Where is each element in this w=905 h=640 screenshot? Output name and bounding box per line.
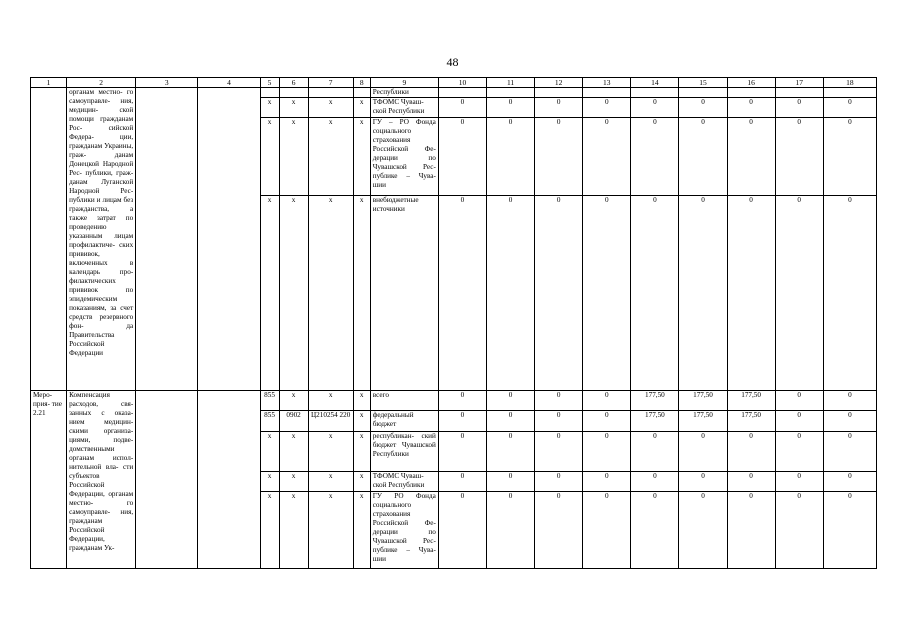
column-header: 17	[775, 78, 823, 88]
value-cell: 0	[823, 118, 876, 196]
grbs-code-cell: 855	[260, 391, 279, 411]
section-code-cell: x	[279, 98, 308, 118]
column-header: 1	[31, 78, 67, 88]
section-code-cell: x	[279, 492, 308, 569]
value-cell: 0	[535, 432, 583, 472]
value-cell: 0	[775, 118, 823, 196]
value-cell: 0	[535, 98, 583, 118]
funding-source-cell: ГУ РО Фонда социального страхования Российской Фе- дерации по Чувашской Рес- публике – Чува- шии	[370, 492, 438, 569]
target-article-cell: Ц210254 220	[308, 411, 353, 432]
grbs-code-cell: x	[260, 98, 279, 118]
value-cell: 0	[438, 391, 486, 411]
expense-type-cell: x	[353, 196, 370, 391]
value-cell: 0	[727, 472, 775, 492]
funding-source-cell: республикан- ский бюджет Чувашской Республики	[370, 432, 438, 472]
value-cell: 0	[438, 98, 486, 118]
value-cell: 0	[823, 391, 876, 411]
value-cell: 0	[727, 118, 775, 196]
value-cell: 0	[631, 432, 679, 472]
expense-type-cell: x	[353, 492, 370, 569]
grbs-code-cell: x	[260, 472, 279, 492]
value-cell	[775, 88, 823, 98]
activity-description-cell: Компенсация расходов, свя- занных с оказа- нием медицин- скими организа- циями, подве- домственными органам испол- нительной вла- сти субъектов Российской Федерации, органам местно- го самоуправле- ния, гражданам Российской Федерации, гражданам Ук-	[67, 391, 136, 569]
value-cell: 0	[535, 118, 583, 196]
section-code-cell: x	[279, 196, 308, 391]
program-funding-table	[30, 77, 877, 569]
expense-type-cell: x	[353, 118, 370, 196]
activity-number-cell	[31, 88, 67, 391]
funding-source-cell: ТФОМС Чуваш- ской Республики	[370, 472, 438, 492]
target-indicator-cell	[198, 88, 260, 391]
value-cell: 0	[583, 472, 631, 492]
responsible-cell	[136, 88, 198, 391]
grbs-code-cell: x	[260, 118, 279, 196]
column-header: 16	[727, 78, 775, 88]
value-cell: 0	[631, 118, 679, 196]
header-row	[31, 78, 877, 88]
section-code-cell: x	[279, 472, 308, 492]
funding-source-cell: Республики	[370, 88, 438, 98]
value-cell: 0	[535, 472, 583, 492]
value-cell: 0	[487, 492, 535, 569]
activity-number-cell: Меро- прия- тие 2.21	[31, 391, 67, 569]
value-cell	[631, 88, 679, 98]
value-cell: 0	[679, 98, 727, 118]
value-cell: 0	[438, 118, 486, 196]
value-cell: 0	[487, 118, 535, 196]
value-cell: 0	[775, 411, 823, 432]
column-header: 14	[631, 78, 679, 88]
value-cell: 0	[487, 196, 535, 391]
funding-source-cell: всего	[370, 391, 438, 411]
value-cell	[583, 88, 631, 98]
value-cell: 0	[487, 432, 535, 472]
target-article-cell: x	[308, 492, 353, 569]
value-cell: 0	[727, 196, 775, 391]
value-cell: 0	[438, 196, 486, 391]
expense-type-cell: x	[353, 411, 370, 432]
column-header: 2	[67, 78, 136, 88]
value-cell	[535, 88, 583, 98]
value-cell	[727, 88, 775, 98]
value-cell: 0	[823, 432, 876, 472]
value-cell: 0	[727, 492, 775, 569]
target-article-cell	[308, 88, 353, 98]
target-article-cell: x	[308, 391, 353, 411]
column-header: 11	[487, 78, 535, 88]
value-cell: 0	[823, 411, 876, 432]
funding-source-cell: федеральный бюджет	[370, 411, 438, 432]
column-header: 15	[679, 78, 727, 88]
section-code-cell: x	[279, 432, 308, 472]
expense-type-cell: x	[353, 391, 370, 411]
target-article-cell: x	[308, 472, 353, 492]
value-cell: 0	[679, 472, 727, 492]
value-cell: 0	[487, 472, 535, 492]
value-cell: 0	[775, 472, 823, 492]
value-cell: 177,50	[727, 391, 775, 411]
expense-type-cell	[353, 88, 370, 98]
value-cell: 0	[631, 196, 679, 391]
value-cell: 0	[438, 472, 486, 492]
section-code-cell: x	[279, 118, 308, 196]
funding-source-cell: ТФОМС Чуваш- ской Республики	[370, 98, 438, 118]
grbs-code-cell: x	[260, 432, 279, 472]
page-number: 48	[446, 55, 459, 69]
value-cell: 177,50	[631, 391, 679, 411]
value-cell: 0	[727, 98, 775, 118]
grbs-code-cell: x	[260, 492, 279, 569]
value-cell: 0	[679, 432, 727, 472]
column-header: 18	[823, 78, 876, 88]
column-header: 5	[260, 78, 279, 88]
value-cell: 0	[487, 411, 535, 432]
grbs-code-cell	[260, 88, 279, 98]
value-cell: 0	[535, 196, 583, 391]
value-cell: 0	[583, 391, 631, 411]
column-header: 7	[308, 78, 353, 88]
target-article-cell: x	[308, 118, 353, 196]
column-header: 9	[370, 78, 438, 88]
value-cell: 0	[727, 432, 775, 472]
value-cell: 0	[535, 492, 583, 569]
value-cell: 0	[583, 98, 631, 118]
expense-type-cell: x	[353, 432, 370, 472]
column-header: 12	[535, 78, 583, 88]
section-code-cell	[279, 88, 308, 98]
funding-source-cell: внебюджетные источники	[370, 196, 438, 391]
grbs-code-cell: 855	[260, 411, 279, 432]
value-cell	[487, 88, 535, 98]
activity-description-cell: органам местно- го самоуправле- ния, медицин- ской помощи гражданам Рос- сийской Федера- ции, гражданам Украины, граж- данам Донецкой Народной Рес- публики, граж- данам Луганской Народной Рес- публики и лицам без гражданства, а также затрат по проведению указанным лицам профилактиче- ских прививок, включенных в календарь про- филактических прививок по эпидемическим показаниям, за счет средств резервного фон- да Правительства Российской Федерации	[67, 88, 136, 391]
value-cell	[823, 88, 876, 98]
table-row	[31, 391, 877, 411]
value-cell: 0	[823, 98, 876, 118]
value-cell: 0	[487, 98, 535, 118]
column-header: 8	[353, 78, 370, 88]
value-cell: 0	[775, 391, 823, 411]
value-cell	[679, 88, 727, 98]
value-cell: 0	[631, 98, 679, 118]
target-article-cell: x	[308, 196, 353, 391]
value-cell: 0	[775, 196, 823, 391]
value-cell: 0	[535, 411, 583, 432]
column-header: 6	[279, 78, 308, 88]
value-cell: 0	[775, 492, 823, 569]
funding-source-cell: ГУ – РО Фонда социального страхования Российской Фе- дерации по Чувашской Рес- публике – Чува- шии	[370, 118, 438, 196]
value-cell	[438, 88, 486, 98]
column-header: 10	[438, 78, 486, 88]
target-indicator-cell	[198, 391, 260, 569]
value-cell: 177,50	[631, 411, 679, 432]
value-cell: 0	[583, 411, 631, 432]
value-cell: 0	[823, 196, 876, 391]
value-cell: 0	[583, 118, 631, 196]
value-cell: 0	[438, 432, 486, 472]
value-cell: 0	[583, 492, 631, 569]
value-cell: 0	[535, 391, 583, 411]
value-cell: 0	[823, 472, 876, 492]
value-cell: 0	[679, 196, 727, 391]
value-cell: 0	[487, 391, 535, 411]
value-cell: 0	[775, 98, 823, 118]
target-article-cell: x	[308, 432, 353, 472]
column-header: 13	[583, 78, 631, 88]
target-article-cell: x	[308, 98, 353, 118]
column-header: 4	[198, 78, 260, 88]
value-cell: 0	[438, 411, 486, 432]
value-cell: 177,50	[679, 411, 727, 432]
value-cell: 0	[775, 432, 823, 472]
value-cell: 177,50	[727, 411, 775, 432]
expense-type-cell: x	[353, 98, 370, 118]
value-cell: 0	[631, 492, 679, 569]
section-code-cell: x	[279, 391, 308, 411]
grbs-code-cell: x	[260, 196, 279, 391]
value-cell: 0	[583, 432, 631, 472]
section-code-cell: 0902	[279, 411, 308, 432]
value-cell: 0	[679, 492, 727, 569]
value-cell: 177,50	[679, 391, 727, 411]
responsible-cell	[136, 391, 198, 569]
value-cell: 0	[583, 196, 631, 391]
table-row	[31, 88, 877, 98]
value-cell: 0	[631, 472, 679, 492]
column-header: 3	[136, 78, 198, 88]
value-cell: 0	[823, 492, 876, 569]
value-cell: 0	[438, 492, 486, 569]
expense-type-cell: x	[353, 472, 370, 492]
value-cell: 0	[679, 118, 727, 196]
